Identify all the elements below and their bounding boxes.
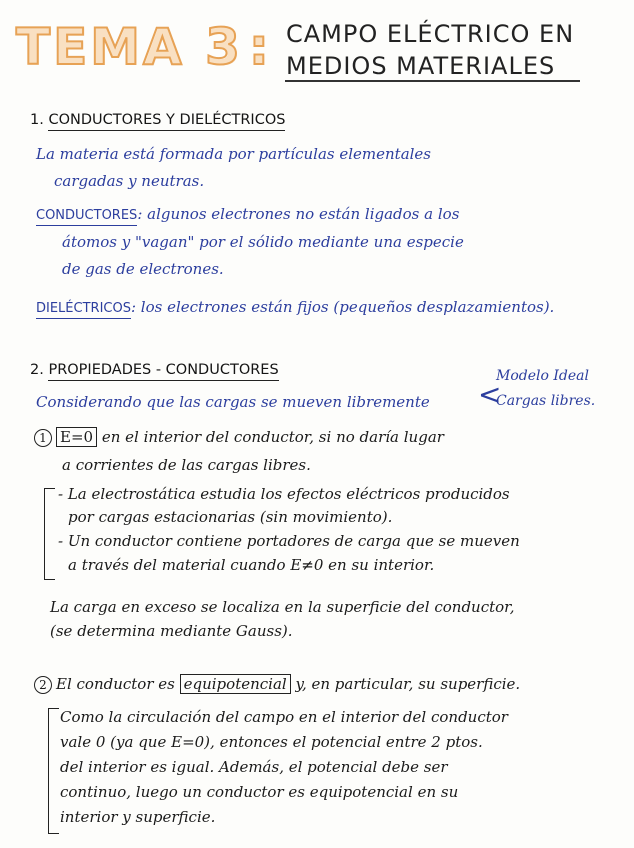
bracket-1-line-4: a través del material cuando E≠0 en su interior. <box>68 556 435 574</box>
bracket-2 <box>48 708 49 834</box>
considering-line: Considerando que las cargas se mueven libremente <box>36 393 430 411</box>
bracket-1 <box>44 488 45 580</box>
property-2-line: 2 El conductor es equipotencial y, en particular, su superficie. <box>34 675 520 694</box>
bracket-2-line-1: Como la circulación del campo en el interior del conductor <box>60 708 508 726</box>
section-1-heading: 1. CONDUCTORES Y DIELÉCTRICOS <box>30 112 285 128</box>
bracket-2-line-5: interior y superficie. <box>60 808 216 826</box>
excess-line-1: La carga en exceso se localiza en la superficie del conductor, <box>50 598 515 616</box>
intro-line-2: cargadas y neutras. <box>54 172 205 190</box>
intro-line-1: La materia está formada por partículas elementales <box>36 145 432 163</box>
model-free-charges: Cargas libres. <box>496 393 596 409</box>
dielectricos-line: DIELÉCTRICOS: los electrones están fijos (pequeños desplazamientos). <box>36 298 554 316</box>
conductores-line-3: de gas de electrones. <box>62 260 224 278</box>
excess-line-2: (se determina mediante Gauss). <box>50 622 293 640</box>
bracket-1-line-2: por cargas estacionarias (sin movimiento). <box>68 508 393 526</box>
subtitle-line-1: CAMPO ELÉCTRICO EN <box>286 20 575 48</box>
model-ideal: Modelo Ideal <box>496 368 589 384</box>
bracket-2-line-2: vale 0 (ya que E=0), entonces el potencial entre 2 ptos. <box>60 733 483 751</box>
property-2-number: 2 <box>34 676 52 694</box>
property-1-line-1: 1 E=0 en el interior del conductor, si no daría lugar <box>34 428 444 447</box>
dielectricos-term: DIELÉCTRICOS <box>36 301 131 319</box>
section-2-heading: 2. PROPIEDADES - CONDUCTORES <box>30 362 279 378</box>
conductores-term: CONDUCTORES <box>36 208 137 226</box>
model-brace: < <box>478 378 502 411</box>
bracket-1-line-1: - La electrostática estudia los efectos eléctricos producidos <box>58 485 510 503</box>
property-1-number: 1 <box>34 429 52 447</box>
subtitle-underline <box>285 80 580 82</box>
conductores-line-1: CONDUCTORES: algunos electrones no están ligados a los <box>36 205 459 223</box>
bracket-2-line-3: del interior es igual. Además, el potencial debe ser <box>60 758 448 776</box>
subtitle-line-2: MEDIOS MATERIALES <box>286 52 556 80</box>
property-2-boxed: equipotencial <box>180 674 291 694</box>
conductores-line-2: átomos y "vagan" por el sólido mediante una especie <box>62 233 464 251</box>
bracket-1-line-3: - Un conductor contiene portadores de carga que se mueven <box>58 532 520 550</box>
bracket-2-line-4: continuo, luego un conductor es equipotencial en su <box>60 783 459 801</box>
property-1-boxed: E=0 <box>56 427 97 447</box>
tema-title: TEMA 3 : <box>16 18 272 76</box>
property-1-line-2: a corrientes de las cargas libres. <box>62 456 311 474</box>
